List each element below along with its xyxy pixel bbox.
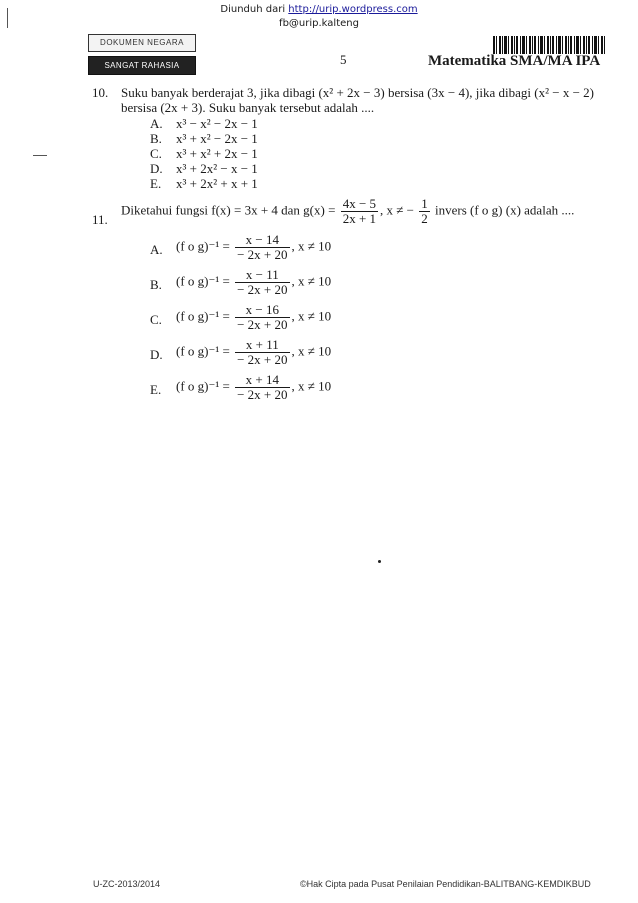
q11-half-denominator: 2: [421, 211, 428, 226]
q11-half-numerator: 1: [421, 196, 428, 211]
barcode: [493, 36, 605, 54]
q11-option-d-lhs: (f o g)⁻¹ =: [176, 343, 230, 359]
q11-option-c-fraction: [235, 303, 289, 332]
q11-option-d-denominator: − 2x + 20: [237, 352, 288, 367]
q10-option-b-text: x³ + x² − 2x − 1: [176, 131, 258, 146]
q10-option-e-text: x³ + 2x² + x + 1: [176, 176, 258, 191]
q10-number: 10.: [92, 85, 109, 100]
q11-option-a-restriction: , x ≠ 10: [291, 238, 332, 254]
q11-option-a-letter: A.: [150, 242, 163, 257]
download-source: [0, 4, 638, 15]
scan-mark: [33, 155, 47, 156]
q11-option-c-restriction: , x ≠ 10: [291, 308, 332, 324]
q11-option-b-numerator: x − 11: [235, 268, 289, 283]
scan-mark: [7, 8, 8, 28]
q10-line-2: bersisa (2x + 3). Suku banyak tersebut adalah ....: [121, 100, 375, 115]
q11-option-e-letter: E.: [150, 382, 162, 397]
q10-line-1: Suku banyak berderajat 3, jika dibagi (x² + 2x − 3) bersisa (3x − 4), jika dibagi (x² − x − 2): [121, 85, 594, 100]
q11-option-c-numerator: x − 16: [235, 303, 289, 318]
q11-option-d-numerator: x + 11: [235, 338, 289, 353]
download-prefix: Diunduh dari: [220, 4, 286, 15]
q10-option-d-letter: D.: [150, 161, 163, 176]
q11-option-e: [176, 373, 331, 402]
q11-option-e-fraction: [235, 373, 289, 402]
scan-dot: [378, 560, 381, 563]
q11-option-b-denominator: − 2x + 20: [237, 282, 288, 297]
subject-title: Matematika SMA/MA IPA: [428, 53, 601, 69]
page-number: 5: [340, 52, 347, 67]
q11-option-b-lhs: (f o g)⁻¹ =: [176, 273, 230, 289]
download-link[interactable]: http://urip.wordpress.com: [288, 4, 418, 15]
q11-option-d-fraction: [235, 338, 289, 367]
q11-option-c-denominator: − 2x + 20: [237, 317, 288, 332]
q11-option-c-lhs: (f o g)⁻¹ =: [176, 308, 230, 324]
q11-stem-suffix: invers (f o g) (x) adalah ....: [435, 202, 575, 218]
q10-option-e-letter: E.: [150, 176, 162, 191]
q11-g-numerator: 4x − 5: [342, 196, 377, 211]
footer-code: U-ZC-2013/2014: [93, 879, 161, 889]
q11-g-fraction: [341, 197, 378, 226]
q11-option-a-lhs: (f o g)⁻¹ =: [176, 238, 230, 254]
stamp-dokumen-negara: DOKUMEN NEGARA: [88, 34, 196, 52]
q11-option-e-numerator: x + 14: [235, 373, 289, 388]
q10-option-d-text: x³ + 2x² − x − 1: [176, 161, 258, 176]
q11-option-b: [176, 268, 331, 297]
q11-option-d-letter: D.: [150, 347, 163, 362]
q10-option-c-text: x³ + x² + 2x − 1: [176, 146, 258, 161]
q11-option-c-letter: C.: [150, 312, 162, 327]
q11-option-a: [176, 233, 331, 262]
facebook-handle: fb@urip.kalteng: [279, 18, 359, 29]
q10-option-a-letter: A.: [150, 116, 163, 131]
q11-option-a-denominator: − 2x + 20: [237, 247, 288, 262]
q11-option-b-fraction: [235, 268, 289, 297]
classification-stamp: [88, 34, 196, 88]
q11-g-denominator: 2x + 1: [342, 211, 377, 226]
q11-option-b-letter: B.: [150, 277, 162, 292]
q10-option-a-text: x³ − x² − 2x − 1: [176, 116, 258, 131]
footer-copyright: ©Hak Cipta pada Pusat Penilaian Pendidikan-BALITBANG-KEMDIKBUD: [300, 879, 591, 889]
q11-option-e-denominator: − 2x + 20: [237, 387, 288, 402]
q11-number: 11.: [92, 212, 108, 227]
q11-option-b-restriction: , x ≠ 10: [291, 273, 332, 289]
q11-option-d: [176, 338, 331, 367]
q11-option-c: [176, 303, 331, 332]
q10-option-b-letter: B.: [150, 131, 162, 146]
q11-stem-prefix: Diketahui fungsi f(x) = 3x + 4 dan g(x) =: [121, 202, 336, 218]
q11-stem: [121, 197, 574, 226]
q11-option-e-lhs: (f o g)⁻¹ =: [176, 378, 230, 394]
q11-half-fraction: [419, 197, 430, 226]
q10-option-c-letter: C.: [150, 146, 162, 161]
q11-option-e-restriction: , x ≠ 10: [291, 378, 332, 394]
q11-option-d-restriction: , x ≠ 10: [291, 343, 332, 359]
q11-condition: , x ≠ −: [380, 202, 414, 218]
q11-option-a-numerator: x − 14: [235, 233, 289, 248]
q11-option-a-fraction: [235, 233, 289, 262]
stamp-sangat-rahasia: SANGAT RAHASIA: [88, 56, 196, 75]
